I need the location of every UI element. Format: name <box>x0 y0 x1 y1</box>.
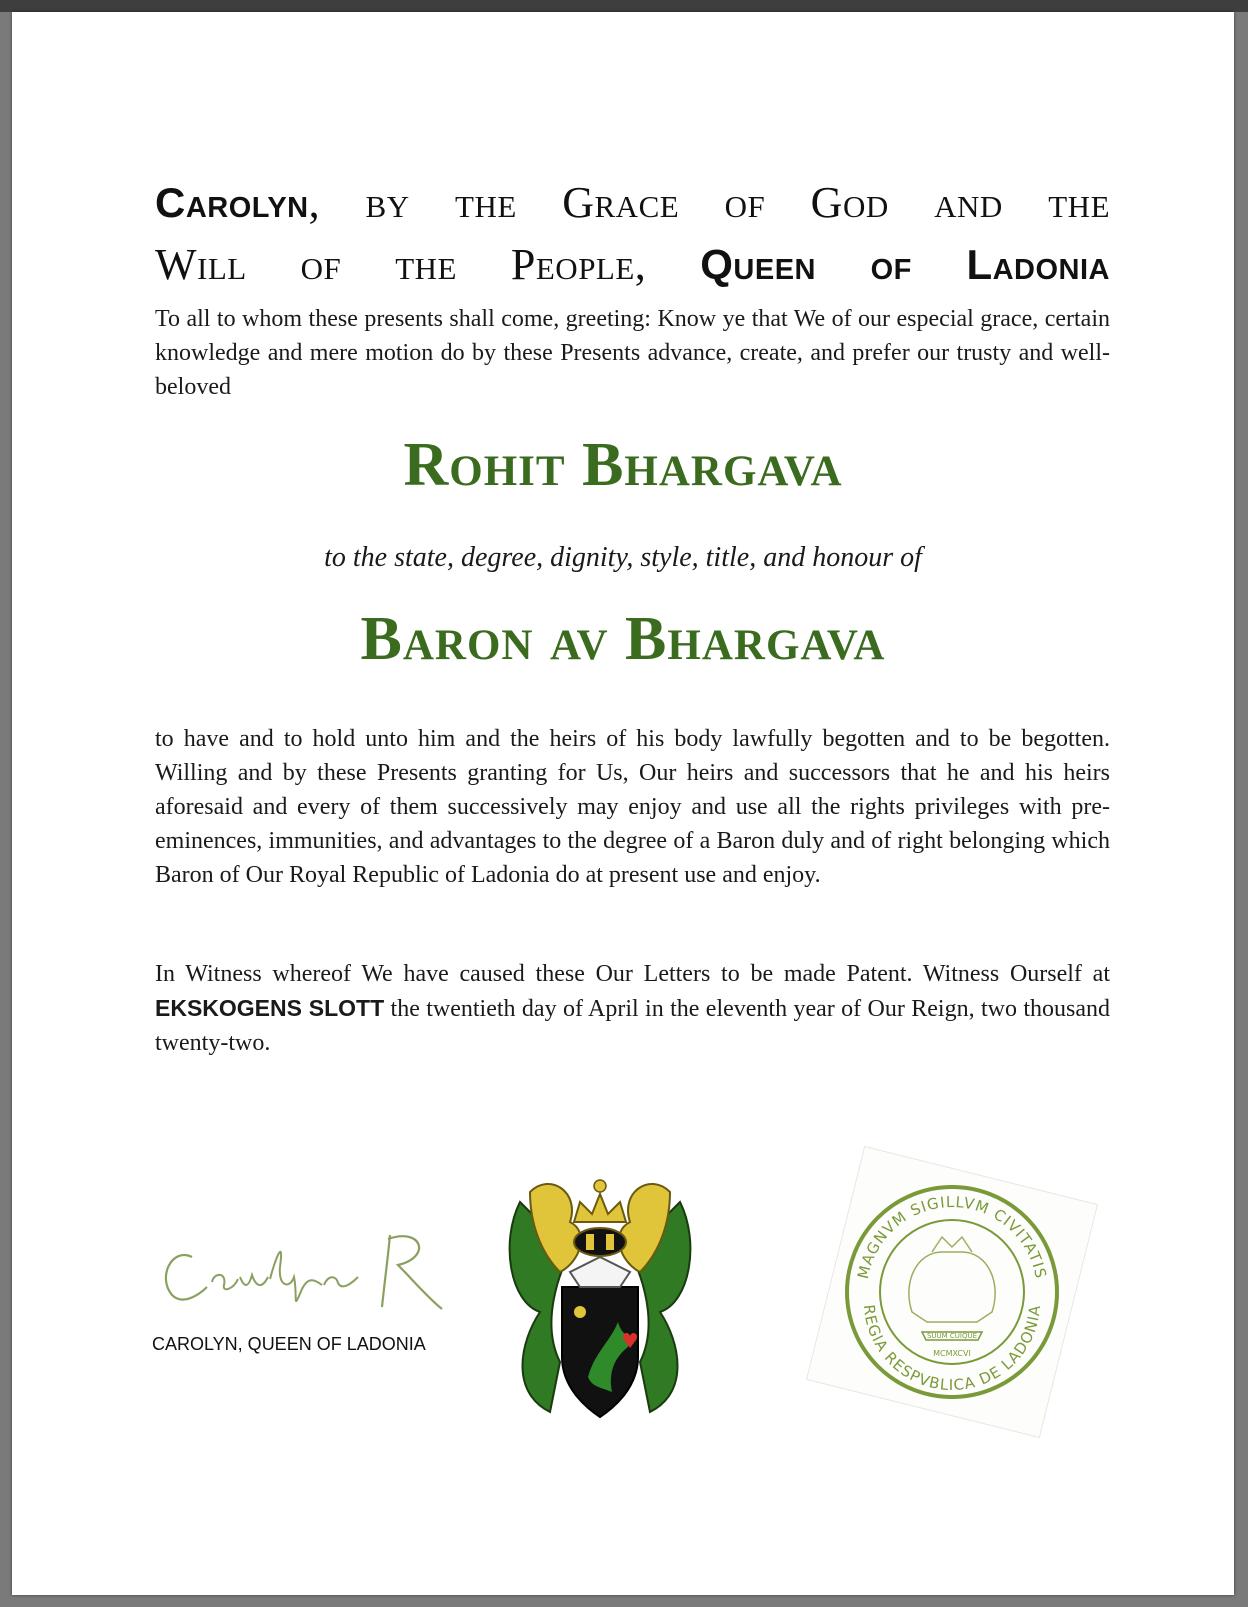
witness-text-after: the twentieth day of April in the eleventh year of Our Reign, two thousand twenty-two. <box>155 996 1110 1056</box>
letters-patent-page <box>12 12 1234 1595</box>
great-seal-icon <box>802 1142 1102 1442</box>
grantee-name: Rohit Bhargava <box>403 431 843 499</box>
sovereign-name: Carolyn <box>155 179 309 226</box>
style-line: to the state, degree, dignity, style, title, and honour of <box>324 542 922 573</box>
witness-paragraph <box>155 957 1110 1060</box>
heading-will: Will of the People, <box>155 240 647 289</box>
witness-text-before: In Witness whereof We have caused these Our Letters to be made Patent. Witness Ourself at <box>155 961 1110 987</box>
seal-year: MCMXCVI <box>933 1349 971 1358</box>
seal-top-text: MAGNVM SIGILLVM CIVITATIS <box>853 1192 1050 1281</box>
window-top-border <box>0 0 1248 12</box>
intro-paragraph: To all to whom these presents shall come, greeting: Know ye that We of our especial grace, certain knowledge and mere motion do by these Presents advance, create, and prefer our trusty and well-beloved <box>155 306 1110 400</box>
conferred-title: Baron av Bhargava <box>360 605 886 673</box>
coat-of-arms-icon <box>500 1162 700 1432</box>
seal-bottom-text: REGIA RESPVBLICA DE LADONIA <box>859 1303 1045 1395</box>
heading-grace: , by the Grace of God and the <box>308 178 1110 227</box>
heading-queen-of: Queen of Ladonia <box>700 241 1110 288</box>
signature-image <box>152 1217 452 1317</box>
witness-place: EKSKOGENS SLOTT <box>155 995 385 1021</box>
signature-caption: CAROLYN, QUEEN OF LADONIA <box>152 1334 426 1354</box>
page-heading <box>155 172 1110 296</box>
grant-paragraph: to have and to hold unto him and the heirs of his body lawfully begotten and to be begotten. Willing and by these Presents granting for Us, Our heirs and successors that he and his heirs aforesaid and every of them successively may enjoy and use all the rights privileges with pre-eminences, immunities, and advantages to the degree of a Baron duly and of right belonging which Baron of Our Royal Republic of Ladonia do at present use and enjoy. <box>155 726 1110 888</box>
seal-motto: SUUM CUIQUE <box>926 1332 978 1340</box>
